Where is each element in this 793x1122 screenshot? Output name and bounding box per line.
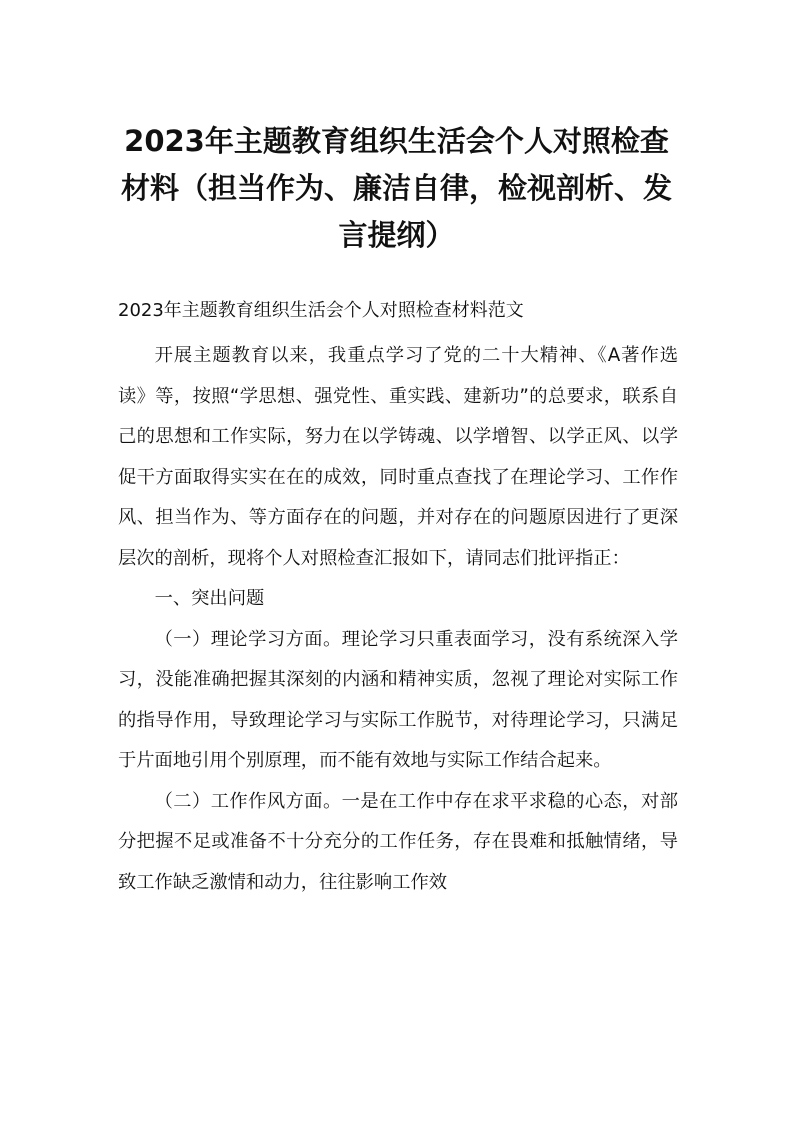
document-title: 2023年主题教育组织生活会个人对照检查材料（担当作为、廉洁自律，检视剖析、发言提纲） [120,124,672,252]
paragraph-intro: 开展主题教育以来，我重点学习了党的二十大精神、《A著作选读》等，按照“学思想、强党性、重实践、建新功”的总要求，联系自己的思想和工作实际，努力在以学铸魂、以学增智、以学正风、以学促干方面取得实实在在的成效，同时重点查找了在理论学习、工作作风、担当作为、等方面存在的问题，并对存在的问题原因进行了更深层次的剖析，现将个人对照检查汇报如下，请同志们批评指正： [118,345,678,569]
section-heading: 一、突出问题 [154,588,265,609]
document-subtitle: 2023年主题教育组织生活会个人对照检查材料范文 [118,300,524,321]
paragraph-work-style: （二）工作作风方面。一是在工作中存在求平求稳的心态，对部分把握不足或准备不十分充分的工作任务，存在畏难和抵触情绪，导致工作缺乏激情和动力，往往影响工作效 [118,790,678,893]
document-body [118,336,678,903]
paragraph-theory-study: （一）理论学习方面。理论学习只重表面学习，没有系统深入学习，没能准确把握其深刻的内涵和精神实质，忽视了理论对实际工作的指导作用，导致理论学习与实际工作脱节，对待理论学习，只满足于片面地引用个别原理，而不能有效地与实际工作结合起来。 [118,628,678,771]
